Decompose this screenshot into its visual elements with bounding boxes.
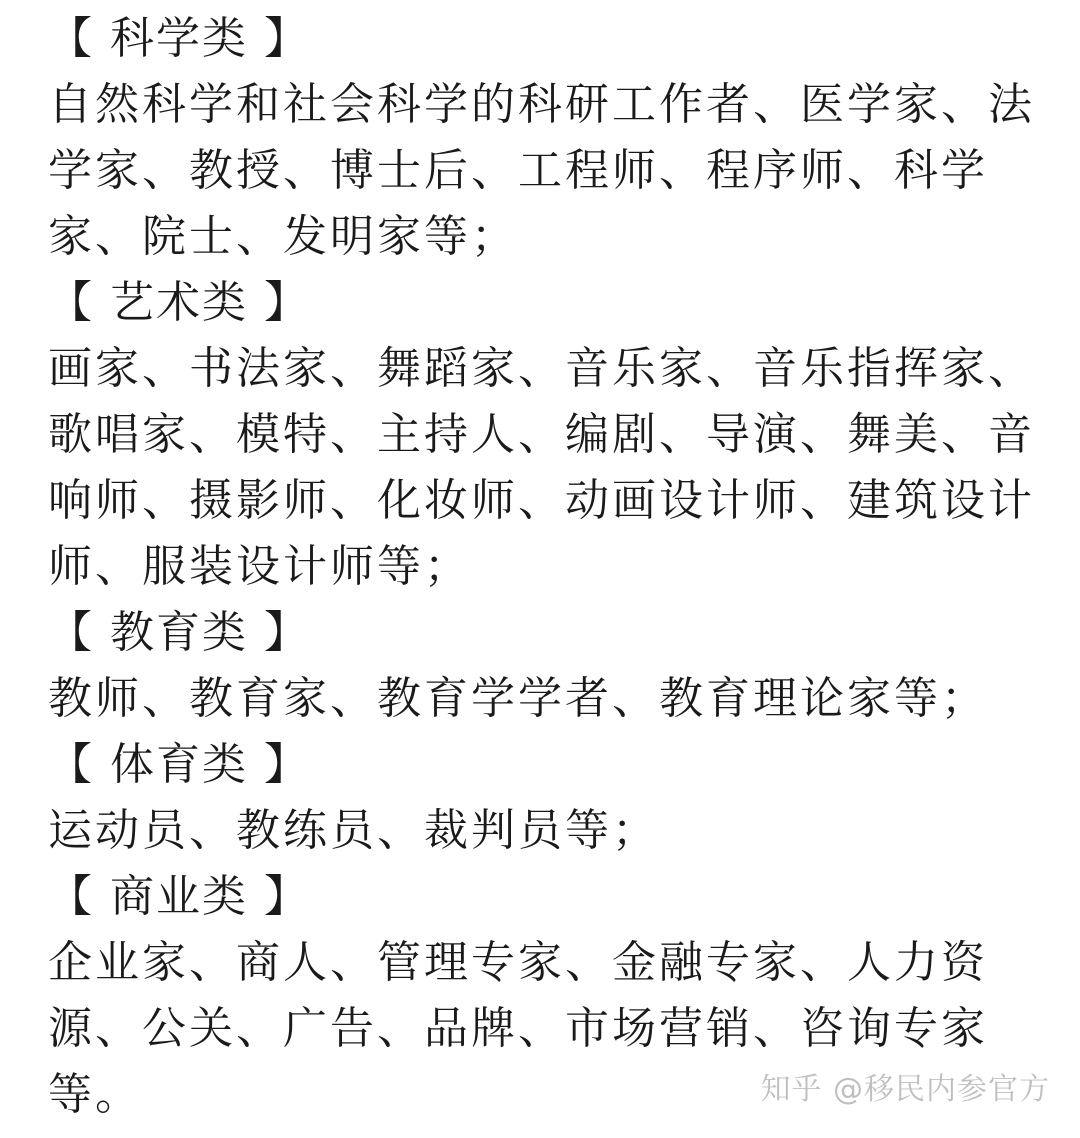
section-line: 源、公关、广告、品牌、市场营销、咨询专家 xyxy=(48,1003,988,1054)
section-line: 师、服装设计师等； xyxy=(48,541,471,592)
section-line: 家、院士、发明家等； xyxy=(48,211,518,262)
section-header-science: 【 科学类 】 xyxy=(48,13,310,64)
section-line: 自然科学和社会科学的科研工作者、医学家、法 xyxy=(48,79,1035,130)
section-line: 运动员、教练员、裁判员等； xyxy=(48,805,659,856)
section-header-arts: 【 艺术类 】 xyxy=(48,277,310,328)
document-body xyxy=(48,6,1048,1128)
section-line: 响师、摄影师、化妆师、动画设计师、建筑设计 xyxy=(48,475,1035,526)
section-line: 学家、教授、博士后、工程师、程序师、科学 xyxy=(48,145,988,196)
section-line: 画家、书法家、舞蹈家、音乐家、音乐指挥家、 xyxy=(48,343,1035,394)
section-line: 等。 xyxy=(48,1069,142,1120)
zhihu-watermark: 知乎 @移民内参官方 xyxy=(760,1072,1050,1107)
section-line: 教师、教育家、教育学学者、教育理论家等； xyxy=(48,673,988,724)
section-header-business: 【 商业类 】 xyxy=(48,871,310,922)
section-header-education: 【 教育类 】 xyxy=(48,607,310,658)
section-line: 歌唱家、模特、主持人、编剧、导演、舞美、音 xyxy=(48,409,1035,460)
section-line: 企业家、商人、管理专家、金融专家、人力资 xyxy=(48,937,988,988)
section-header-sports: 【 体育类 】 xyxy=(48,739,310,790)
